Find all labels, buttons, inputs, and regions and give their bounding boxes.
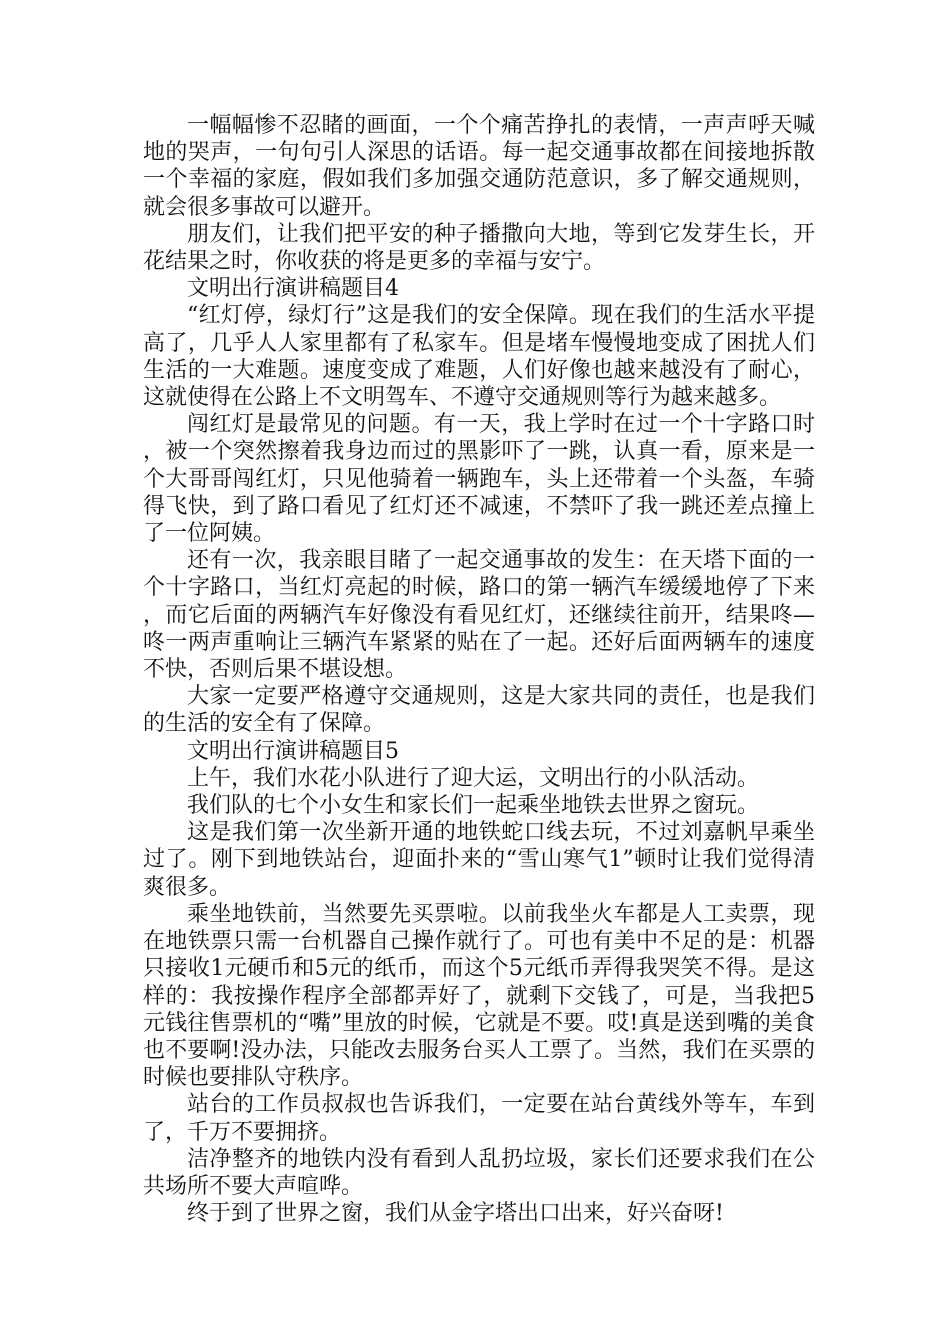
paragraph-red-light-green-light: “红灯停，绿灯行”这是我们的安全保障。现在我们的生活水平提高了，几乎人人家里都有了私家车。但是堵车慢慢地变成了困扰人们生活的一大难题。速度变成了难题，人们好像也越来越没有了耐心，这就使得在公路上不文明驾车、不遵守交通规则等行为越来越多。 [143,303,815,411]
paragraph-friends-appeal: 朋友们，让我们把平安的种子播撒向大地，等到它发芽生长，开花结果之时，你收获的将是更多的幸福与安宁。 [143,221,815,275]
paragraph-witnessed-accident: 还有一次，我亲眼目睹了一起交通事故的发生：在天塔下面的一个十字路口，当红灯亮起的时候，路口的第一辆汽车缓缓地停了下来，而它后面的两辆汽车好像没有看见红灯，还继续往前开，结果咚—咚一两声重响让三辆汽车紧紧的贴在了一起。还好后面两辆车的速度不快，否则后果不堪设想。 [143,548,815,683]
paragraph-obey-rules: 大家一定要严格遵守交通规则，这是大家共同的责任，也是我们的生活的安全有了保障。 [143,684,815,737]
paragraph-platform-safety: 站台的工作员叔叔也告诉我们，一定要在站台黄线外等车，车到了，千万不要拥挤。 [143,1092,815,1145]
paragraph-ride-subway: 我们队的七个小女生和家长们一起乘坐地铁去世界之窗玩。 [187,793,760,819]
speech-title-5: 文明出行演讲稿题目5 [187,738,399,764]
paragraph-arrival: 终于到了世界之窗，我们从金字塔出口出来，好兴奋呀! [187,1201,724,1227]
document-body [143,112,815,1227]
speech-title-4: 文明出行演讲稿题目4 [187,276,399,302]
paragraph-team-activity: 上午，我们水花小队进行了迎大运，文明出行的小队活动。 [187,765,760,791]
paragraph-running-red-light: 闯红灯是最常见的问题。有一天，我上学时在过一个十字路口时，被一个突然擦着我身边而过的黑影吓了一跳，认真一看，原来是一个大哥哥闯红灯，只见他骑着一辆跑车，头上还带着一个头盔，车骑得飞快，到了路口看见了红灯还不减速，不禁吓了我一跳还差点撞上了一位阿姨。 [143,412,815,547]
paragraph-traffic-accident-scenes: 一幅幅惨不忍睹的画面，一个个痛苦挣扎的表情，一声声呼天喊地的哭声，一句句引人深思的话语。每一起交通事故都在间接地拆散一个幸福的家庭，假如我们多加强交通防范意识，多了解交通规则，就会很多事故可以避开。 [143,113,815,220]
paragraph-first-ride: 这是我们第一次坐新开通的地铁蛇口线去玩，不过刘嘉帆早乘坐过了。刚下到地铁站台，迎面扑来的“雪山寒气1”顿时让我们觉得清爽很多。 [143,820,815,900]
paragraph-buying-tickets: 乘坐地铁前，当然要先买票啦。以前我坐火车都是人工卖票，现在地铁票只需一台机器自己操作就行了。可也有美中不足的是：机器只接收1元硬币和5元的纸币，而这个5元纸币弄得我哭笑不得。是这样的：我按操作程序全部都弄好了，就剩下交钱了，可是，当我把5元钱往售票机的“嘴”里放的时候，它就是不要。哎!真是送到嘴的美食也不要啊!没办法，只能改去服务台买人工票了。当然，我们在买票的时候也要排队守秩序。 [143,901,815,1091]
paragraph-clean-subway: 洁净整齐的地铁内没有看到人乱扔垃圾，家长们还要求我们在公共场所不要大声喧哗。 [143,1146,815,1199]
